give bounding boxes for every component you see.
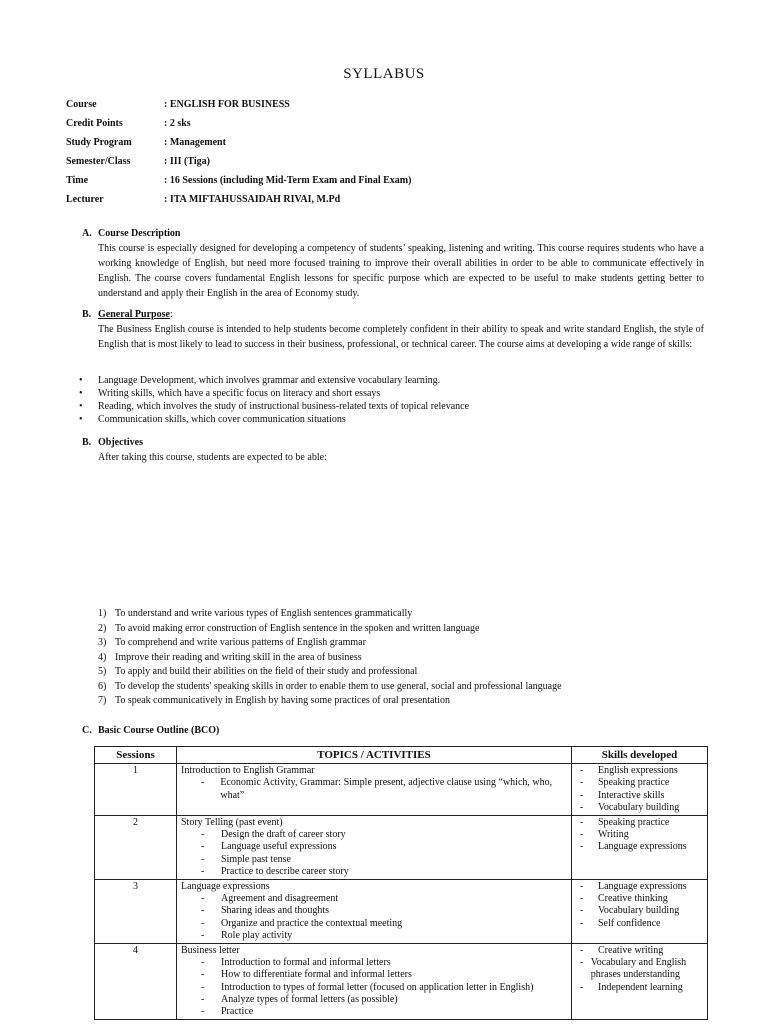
skill-item	[576, 982, 703, 994]
session-cell: 3	[95, 880, 177, 944]
subtopic-item	[181, 1006, 567, 1018]
subtopic-list	[181, 777, 567, 801]
subtopic-item	[181, 893, 567, 905]
skill-item	[576, 945, 703, 957]
skill-item	[576, 790, 703, 802]
skill-text: Writing	[598, 829, 629, 841]
skills-cell	[572, 880, 708, 944]
skill-text: Independent learning	[598, 981, 683, 993]
list-item	[79, 413, 702, 426]
skill-text: Vocabulary building	[598, 905, 680, 917]
objective-text: To apply and build their abilities on the field of their study and professional	[115, 666, 418, 677]
objective-item	[98, 607, 698, 622]
subtopic-text: Practice	[221, 1006, 254, 1018]
topic-cell	[177, 944, 572, 1020]
skill-text: Vocabulary building	[598, 801, 680, 813]
session-cell: 2	[95, 816, 177, 880]
bullet-icon: •	[79, 401, 83, 412]
skill-text: Language expressions	[598, 881, 687, 893]
dash-marker: -	[201, 905, 205, 917]
objective-item	[98, 680, 698, 695]
info-label: Lecturer	[66, 194, 104, 205]
topic-title: Business letter	[181, 945, 240, 957]
dash-marker: -	[580, 905, 584, 917]
dash-marker: -	[201, 981, 205, 993]
info-row	[66, 133, 686, 152]
topic-title: Introduction to English Grammar	[181, 765, 315, 777]
info-label: Credit Points	[66, 118, 123, 129]
table-row	[95, 764, 708, 816]
info-value: : ITA MIFTAHUSSAIDAH RIVAI, M.Pd	[164, 194, 341, 205]
topic-title: Story Telling (past event)	[181, 817, 283, 829]
dash-marker: -	[201, 853, 205, 865]
course-description-section	[82, 226, 704, 301]
objective-number: 2)	[98, 622, 107, 634]
objectives-section	[82, 435, 704, 465]
list-item-text: Writing skills, which have a specific focus on literacy and short essays	[98, 388, 381, 399]
subtopic-list	[181, 829, 567, 878]
table-header-row	[95, 747, 708, 764]
objective-item	[98, 694, 698, 709]
table-row	[95, 880, 708, 944]
subtopic-text: Analyze types of formal letters (as possible)	[221, 993, 398, 1005]
table-row	[95, 816, 708, 880]
objective-text: To speak communicatively in English by having some practices of oral presentation	[115, 695, 451, 706]
dash-marker: -	[580, 945, 584, 957]
subtopic-list	[181, 957, 567, 1018]
dash-marker: -	[580, 841, 584, 853]
page-title: SYLLABUS	[343, 66, 425, 82]
skill-text: Speaking practice	[598, 777, 670, 789]
subtopic-item	[181, 982, 567, 994]
objective-item	[98, 651, 698, 666]
list-item	[79, 400, 702, 413]
topic-cell	[177, 816, 572, 880]
dash-marker: -	[201, 865, 205, 877]
info-value: : 16 Sessions (including Mid-Term Exam and Final Exam)	[164, 175, 412, 186]
subtopic-item	[181, 905, 567, 917]
skills-list	[576, 765, 703, 814]
skill-item	[576, 817, 703, 829]
dash-marker: -	[580, 881, 584, 893]
objective-number: 1)	[98, 608, 107, 619]
skill-text: Self confidence	[598, 917, 661, 929]
subtopic-item	[181, 969, 567, 981]
skills-list	[576, 945, 703, 994]
bullet-icon: •	[79, 414, 83, 425]
skills-cell	[572, 944, 708, 1020]
course-description-text: This course is especially designed for developing a competency of students’ speaking, listening and writing. This course requires students who have a working knowledge of English, but need more focused training to improve their overall abilities in order to be able to communicate effectively in English. The course covers fundamental English lessons for specific purpose which are expected to be useful to make students getting better to understand and apply their English in the area of Economy study.	[98, 243, 704, 299]
objective-item	[98, 636, 698, 651]
skill-text: Language expressions	[598, 841, 687, 853]
info-label: Time	[66, 175, 89, 186]
skill-text: Interactive skills	[598, 789, 665, 801]
subtopic-text: Introduction to formal and informal letters	[221, 957, 391, 969]
table-row	[95, 944, 708, 1020]
dash-marker: -	[201, 829, 205, 841]
subtopic-text: Organize and practice the contextual meeting	[221, 917, 403, 929]
section-heading: Basic Course Outline (BCO)	[98, 725, 220, 736]
info-value: : ENGLISH FOR BUSINESS	[164, 99, 290, 110]
objective-text: To develop the students' speaking skills in order to enable them to use general, social and professional language	[115, 680, 562, 692]
info-label: Course	[66, 99, 97, 110]
objective-text: Improve their reading and writing skill in the area of business	[115, 651, 362, 663]
skill-item	[576, 765, 703, 777]
list-item	[79, 374, 702, 387]
info-row	[66, 114, 686, 133]
subtopic-item	[181, 854, 567, 866]
session-cell: 4	[95, 944, 177, 1020]
objective-number: 3)	[98, 637, 107, 648]
section-letter: C.	[82, 725, 92, 736]
subtopic-item	[181, 777, 567, 801]
section-heading: General Purpose	[98, 309, 170, 320]
section-letter: B.	[82, 437, 92, 448]
dash-marker: -	[201, 841, 205, 853]
section-letter: B.	[82, 309, 92, 320]
skill-item	[576, 905, 703, 917]
skill-item	[576, 829, 703, 841]
objective-number: 4)	[98, 651, 107, 663]
subtopic-item	[181, 918, 567, 930]
session-cell: 1	[95, 764, 177, 816]
section-heading: Objectives	[98, 437, 143, 448]
subtopic-text: Sharing ideas and thoughts	[221, 905, 330, 917]
topic-cell	[177, 880, 572, 944]
dash-marker: -	[580, 765, 584, 777]
subtopic-item	[181, 957, 567, 969]
skill-item	[576, 918, 703, 930]
skill-text: Creative thinking	[598, 893, 668, 905]
objective-text: To understand and write various types of English sentences grammatically	[115, 608, 413, 619]
subtopic-text: Design the draft of career story	[221, 829, 346, 841]
subtopic-text: Role play activity	[221, 929, 293, 941]
subtopic-text: Simple past tense	[221, 853, 291, 865]
bullet-icon: •	[79, 388, 83, 399]
objective-number: 5)	[98, 666, 107, 677]
heading-colon: :	[169, 309, 173, 320]
bco-table	[94, 746, 708, 1020]
header-sessions: Sessions	[95, 747, 177, 764]
info-value: : 2 sks	[164, 118, 191, 129]
subtopic-item	[181, 994, 567, 1006]
info-row	[66, 95, 686, 114]
skill-item	[576, 893, 703, 905]
objective-text: To comprehend and write various patterns of English grammar	[115, 637, 366, 648]
dash-marker: -	[580, 893, 584, 905]
dash-marker: -	[201, 777, 205, 789]
skill-item	[576, 777, 703, 789]
skills-cell	[572, 816, 708, 880]
subtopic-text: Introduction to types of formal letter (focused on application letter in English)	[221, 981, 534, 993]
dash-marker: -	[580, 981, 584, 993]
section-heading: Course Description	[98, 228, 181, 239]
skill-item	[576, 802, 703, 814]
dash-marker: -	[201, 969, 205, 981]
objective-number: 7)	[98, 695, 107, 706]
skills-cell	[572, 764, 708, 816]
info-row	[66, 152, 686, 171]
objective-item	[98, 665, 698, 680]
skill-text: Speaking practice	[598, 817, 670, 829]
info-label: Study Program	[66, 137, 132, 148]
objective-number: 6)	[98, 680, 107, 692]
objective-text: To avoid making error construction of English sentence in the spoken and written language	[115, 622, 480, 634]
subtopic-item	[181, 841, 567, 853]
skill-item	[576, 957, 703, 981]
bullet-icon: •	[79, 375, 83, 386]
skills-bullet-list	[79, 374, 702, 426]
header-topics: TOPICS / ACTIVITIES	[177, 747, 572, 764]
objective-item	[98, 622, 698, 637]
dash-marker: -	[201, 929, 205, 941]
skill-text: Vocabulary and English phrases understanding	[590, 957, 687, 981]
skill-item	[576, 881, 703, 893]
skills-list	[576, 881, 703, 930]
subtopic-item	[181, 866, 567, 878]
dash-marker: -	[580, 789, 584, 801]
info-value: : III (Tiga)	[164, 156, 210, 167]
dash-marker: -	[580, 817, 584, 829]
list-item-text: Language Development, which involves grammar and extensive vocabulary learning.	[98, 375, 441, 386]
info-row	[66, 171, 686, 190]
skills-list	[576, 817, 703, 854]
bco-section	[82, 723, 704, 738]
dash-marker: -	[580, 917, 584, 929]
subtopic-text: Agreement and disagreement	[221, 893, 339, 905]
subtopic-text: Practice to describe career story	[221, 865, 349, 877]
topic-cell	[177, 764, 572, 816]
list-item-text: Communication skills, which cover communication situations	[98, 414, 346, 425]
skill-text: English expressions	[598, 765, 678, 777]
skill-item	[576, 841, 703, 853]
subtopic-text: How to differentiate formal and informal letters	[221, 969, 412, 981]
info-value: : Management	[164, 137, 226, 148]
course-info	[66, 95, 686, 209]
subtopic-item	[181, 829, 567, 841]
header-skills: Skills developed	[572, 747, 708, 764]
dash-marker: -	[201, 993, 205, 1005]
general-purpose-text: The Business English course is intended to help students become completely confident in their ability to speak and write standard English, the style of English that is most likely to lead to success in their business, professional, or technical career. The course aims at developing a wide range of skills:	[98, 324, 704, 350]
subtopic-text: Language useful expressions	[221, 841, 337, 853]
dash-marker: -	[201, 893, 205, 905]
dash-marker: -	[201, 957, 205, 969]
dash-marker: -	[580, 801, 584, 813]
subtopic-list	[181, 893, 567, 942]
subtopic-item	[181, 930, 567, 942]
objectives-list	[98, 607, 698, 709]
dash-marker: -	[201, 1006, 205, 1018]
subtopic-text: Economic Activity, Grammar: Simple present, adjective clause using “which, who, what”	[220, 777, 553, 801]
list-item-text: Reading, which involves the study of instructional business-related texts of topical relevance	[98, 401, 470, 412]
info-row	[66, 190, 686, 209]
skill-text: Creative writing	[598, 945, 664, 957]
general-purpose-section	[82, 307, 704, 352]
section-letter: A.	[82, 228, 92, 239]
dash-marker: -	[201, 917, 205, 929]
dash-marker: -	[580, 957, 584, 969]
list-item	[79, 387, 702, 400]
topic-title: Language expressions	[181, 881, 270, 893]
dash-marker: -	[580, 777, 584, 789]
dash-marker: -	[580, 829, 584, 841]
objectives-intro: After taking this course, students are expected to be able:	[98, 452, 327, 463]
info-label: Semester/Class	[66, 156, 131, 167]
